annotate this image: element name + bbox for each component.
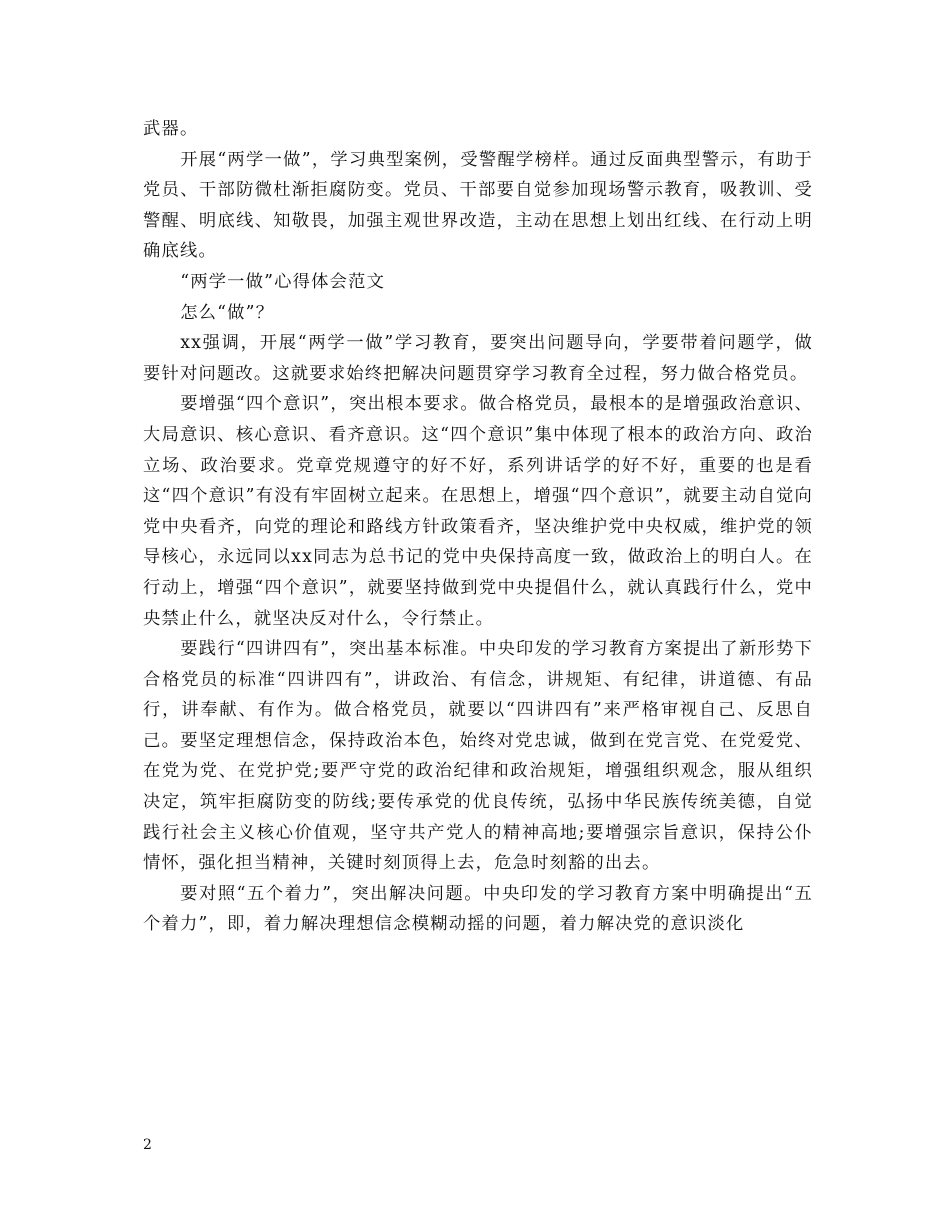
paragraph-8: 要对照“五个着力”，突出解决问题。中央印发的学习教育方案中明确提出“五个着力”，即，着力解决理想信念模糊动摇的问题，着力解决党的意识淡化 bbox=[143, 883, 813, 935]
paragraph-7: 要践行“四讲四有”，突出基本标准。中央印发的学习教育方案提出了新形势下合格党员的标准“四讲四有”，讲政治、有信念，讲规矩、有纪律，讲道德、有品行，讲奉献、有作为。做合格党员，就要以“四讲四有”来严格审视自己、反思自己。要坚定理想信念，保持政治本色，始终对党忠诚，做到在党言党、在党爱党、在党为党、在党护党;要严守党的政治纪律和政治规矩，增强组织观念，服从组织决定，筑牢拒腐防变的防线;要传承党的优良传统，弘扬中华民族传统美德，自觉践行社会主义核心价值观，坚守共产党人的精神高地;要增强宗旨意识，保持公仆情怀，强化担当精神，关键时刻顶得上去，危急时刻豁的出去。 bbox=[143, 639, 813, 874]
paragraph-6: 要增强“四个意识”，突出根本要求。做合格党员，最根本的是增强政治意识、大局意识、核心意识、看齐意识。这“四个意识”集中体现了根本的政治方向、政治立场、政治要求。党章党规遵守的好不好，系列讲话学的好不好，重要的也是看这“四个意识”有没有牢固树立起来。在思想上，增强“四个意识”，就要主动自觉向党中央看齐，向党的理论和路线方针政策看齐，坚决维护党中央权威，维护党的领导核心，永远同以xx同志为总书记的党中央保持高度一致，做政治上的明白人。在行动上，增强“四个意识”，就要坚持做到党中央提倡什么，就认真践行什么，党中央禁止什么，就坚决反对什么，令行禁止。 bbox=[143, 394, 813, 629]
paragraph-5: xx强调，开展“两学一做”学习教育，要突出问题导向，学要带着问题学，做要针对问题改。这就要求始终把解决问题贯穿学习教育全过程，努力做合格党员。 bbox=[143, 333, 813, 384]
section-heading: “两学一做”心得体会范文 bbox=[180, 271, 386, 292]
subheading-how-to-do: 怎么“做”？ bbox=[180, 302, 275, 323]
paragraph-2: 开展“两学一做”，学习典型案例，受警醒学榜样。通过反面典型警示，有助于党员、干部防微杜渐拒腐防变。党员、干部要自觉参加现场警示教育，吸教训、受警醒、明底线、知敬畏，加强主观世界改造，主动在思想上划出红线、在行动上明确底线。 bbox=[143, 149, 813, 262]
document-body bbox=[143, 114, 813, 940]
paragraph-1: 武器。 bbox=[143, 119, 199, 139]
page-number: 2 bbox=[143, 1137, 152, 1153]
